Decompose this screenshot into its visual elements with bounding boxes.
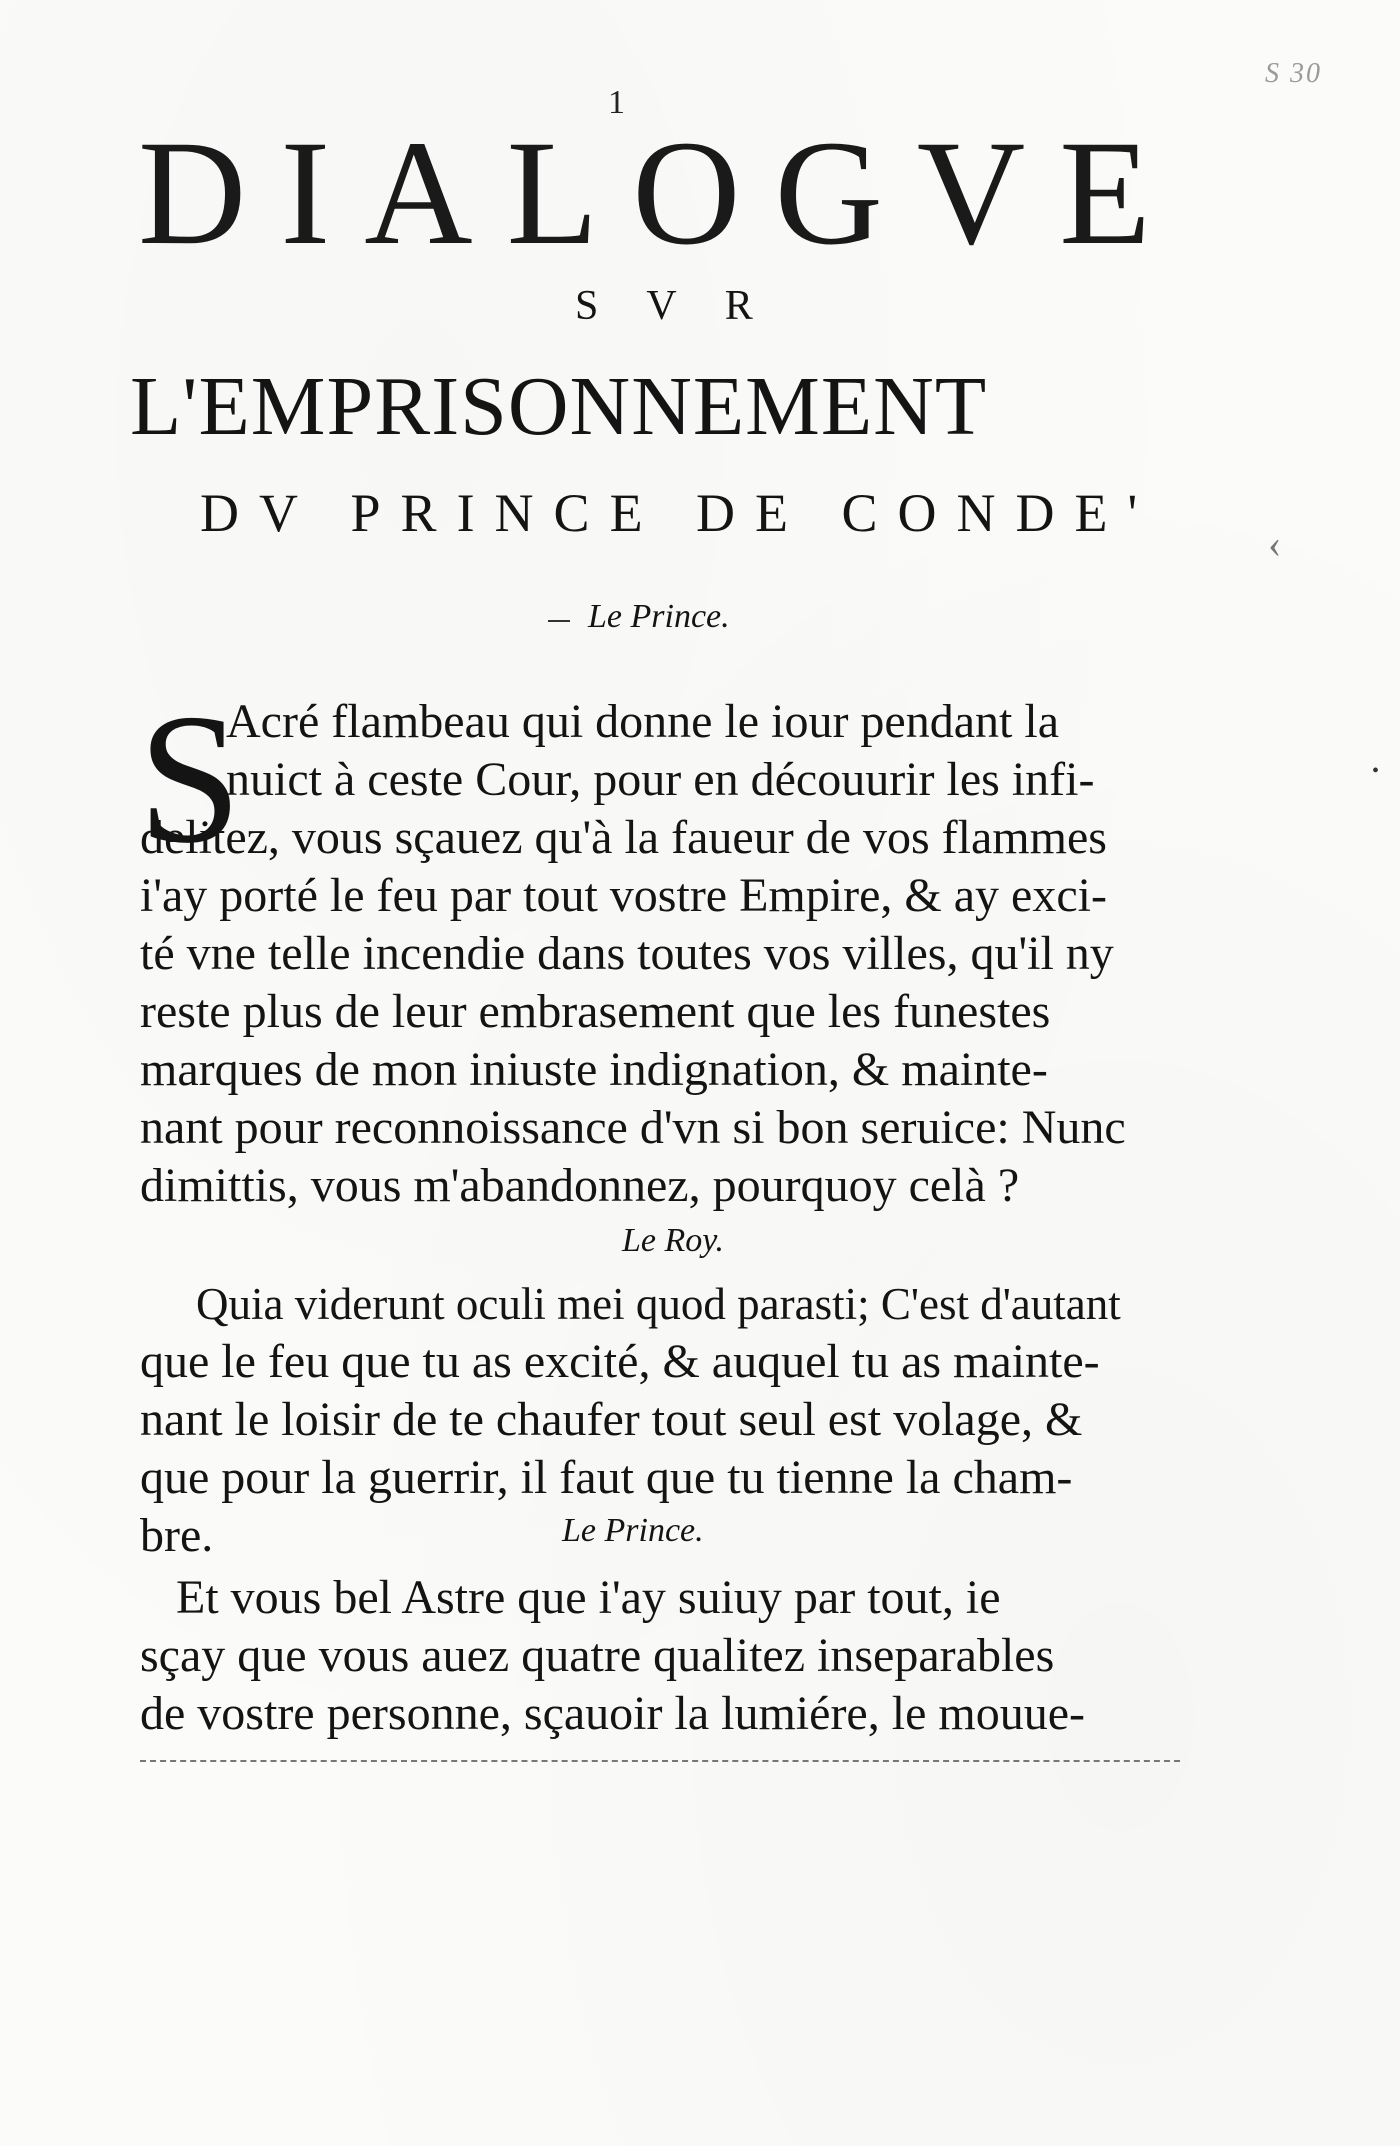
text-line: delitez, vous sçauez qu'à la faueur de vos flammes	[140, 811, 1107, 864]
archive-shelf-mark: S 30	[1265, 58, 1322, 89]
text-line: que pour la guerrir, il faut que tu tienne la cham-	[140, 1451, 1073, 1504]
text-line: nuict à ceste Cour, pour en découurir les infi-	[226, 753, 1095, 806]
text-line: sçay que vous auez quatre qualitez inseparables	[140, 1629, 1055, 1682]
text-line: bre.	[140, 1509, 214, 1562]
subtitle-line-1: L'EMPRISONNEMENT	[130, 360, 988, 453]
speaker-label-prince: Le Prince.	[588, 598, 730, 635]
speaker-dash	[548, 620, 570, 622]
text-line: dimittis, vous m'abandonnez, pourquoy celà ?	[140, 1159, 1020, 1212]
text-line: nant pour reconnoissance d'vn si bon seruice: Nunc	[140, 1101, 1126, 1154]
margin-mark: ‹	[1268, 521, 1282, 566]
text-line: de vostre personne, sçauoir la lumiére, le mouue-	[140, 1687, 1085, 1740]
text-line: Quia viderunt oculi mei quod parasti; C'est d'autant	[196, 1279, 1121, 1329]
text-line: reste plus de leur embrasement que les funestes	[140, 985, 1051, 1038]
speaker-label-prince: Le Prince.	[562, 1512, 704, 1549]
text-line: nant le loisir de te chaufer tout seul est volage, &	[140, 1393, 1083, 1446]
catchword-rule	[140, 1760, 1180, 1762]
margin-dot: •	[1372, 760, 1380, 782]
drop-cap: S	[138, 676, 242, 882]
text-line: té vne telle incendie dans toutes vos villes, qu'il ny	[140, 927, 1114, 980]
text-line: Et vous bel Astre que i'ay suiuy par tout, ie	[176, 1571, 1001, 1624]
text-line: i'ay porté le feu par tout vostre Empire, & ay exci-	[140, 869, 1107, 922]
subtitle-line-2: DV PRINCE DE CONDE'	[200, 483, 1158, 543]
text-line: Acré flambeau qui donne le iour pendant la	[226, 695, 1060, 748]
text-line: que le feu que tu as excité, & auquel tu as mainte-	[140, 1335, 1100, 1388]
text-line: marques de mon iniuste indignation, & mainte-	[140, 1043, 1048, 1096]
page-number: 1	[608, 84, 625, 121]
title-connector: SVR	[575, 283, 801, 329]
page-title: DIALOGVE	[138, 110, 1185, 276]
speaker-label-roy: Le Roy.	[622, 1222, 724, 1259]
